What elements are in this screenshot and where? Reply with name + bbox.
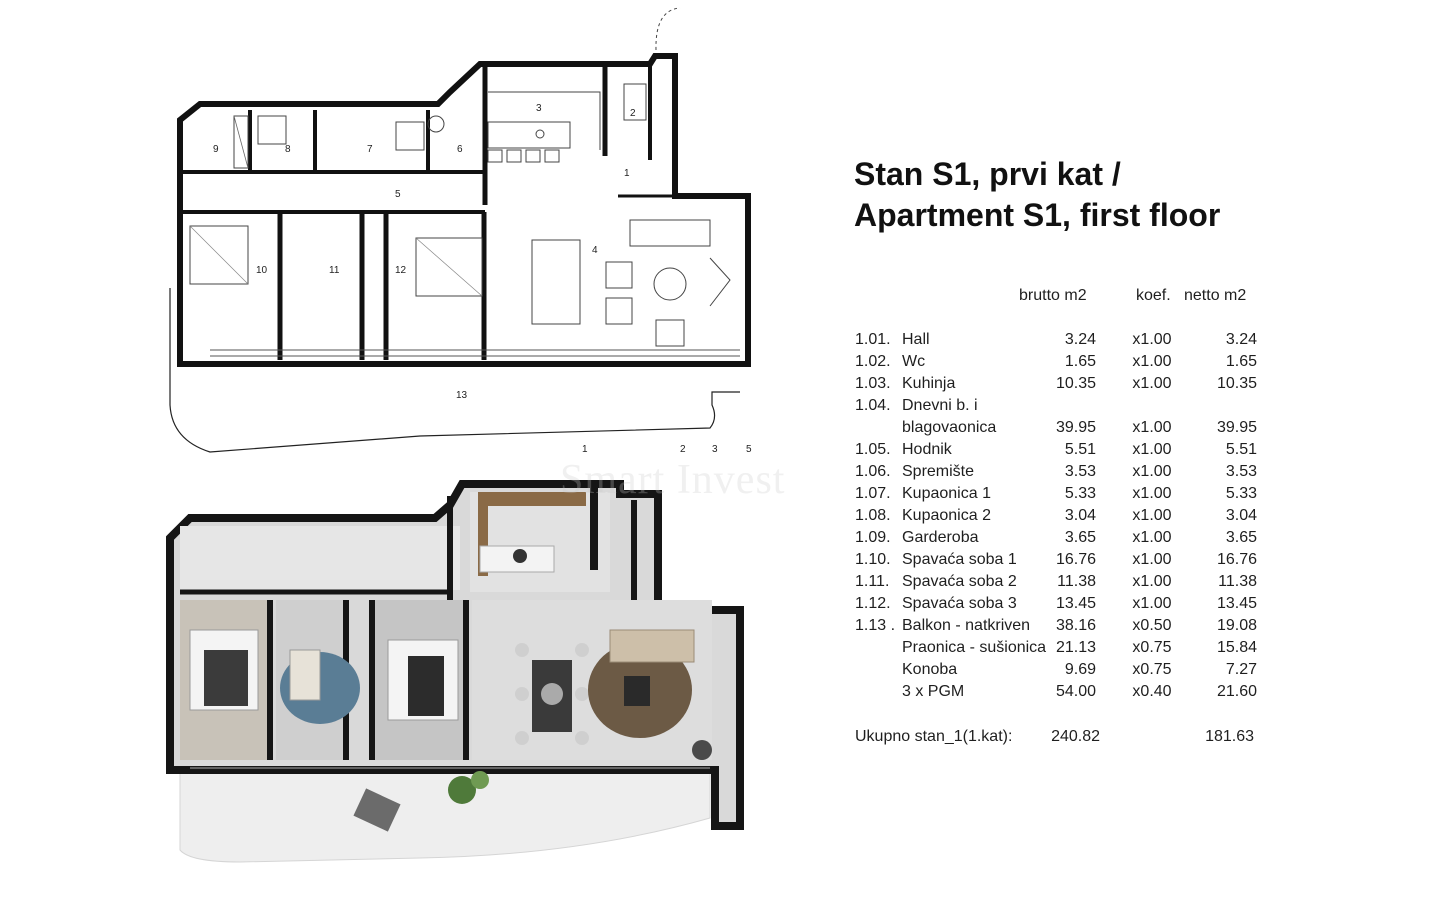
koef-value: x0.50 [1132, 617, 1172, 634]
netto-value: 16.76 [1216, 551, 1257, 568]
brutto-value: 3.65 [1064, 529, 1096, 546]
brutto-value: 11.38 [1057, 573, 1096, 590]
brutto-value: 3.04 [1064, 507, 1096, 524]
koef-value: x1.00 [1132, 485, 1172, 502]
room-name: Garderoba [902, 529, 979, 546]
room-name: Kupaonica 1 [902, 485, 991, 502]
brutto-value: 16.76 [1055, 551, 1096, 568]
koef-value: x0.75 [1132, 639, 1172, 656]
brutto-value: 54.00 [1055, 683, 1096, 700]
column-header-brutto: brutto m2 [1019, 287, 1087, 304]
plan-room-1: 1 [624, 168, 630, 179]
koef-value: x1.00 [1132, 353, 1172, 370]
row-number: 1.12. [855, 595, 891, 612]
room-name: Kupaonica 2 [902, 507, 991, 524]
netto-value: 11.38 [1218, 573, 1257, 590]
koef-value: x1.00 [1132, 529, 1172, 546]
plan-room-11: 11 [329, 265, 340, 276]
koef-value: x1.00 [1132, 441, 1172, 458]
row-number: 1.03. [855, 375, 891, 392]
plan-room-13: 13 [456, 390, 468, 401]
koef-value: x1.00 [1132, 375, 1172, 392]
brutto-value: 1.65 [1064, 353, 1096, 370]
room-name: blagovaonica [902, 419, 997, 436]
brutto-value: 13.45 [1055, 595, 1096, 612]
plan-room-9: 9 [213, 144, 219, 155]
row-number: 1.09. [855, 529, 891, 546]
total-netto: 181.63 [1205, 728, 1254, 745]
brutto-value: 10.35 [1055, 375, 1096, 392]
koef-value: x1.00 [1132, 573, 1172, 590]
plan-room-10: 10 [256, 265, 268, 276]
netto-value: 3.53 [1225, 463, 1257, 480]
floor-plan-drawings [150, 0, 770, 907]
column-header-koef: koef. [1136, 287, 1171, 304]
koef-value: x1.00 [1132, 551, 1172, 568]
row-number: 1.04. [855, 397, 891, 414]
netto-value: 39.95 [1216, 419, 1257, 436]
brutto-value: 38.16 [1055, 617, 1096, 634]
brutto-value: 5.51 [1064, 441, 1096, 458]
room-name: Spavaća soba 2 [902, 573, 1017, 590]
brutto-value: 39.95 [1055, 419, 1096, 436]
koef-value: x1.00 [1132, 419, 1172, 436]
koef-value: x1.00 [1132, 463, 1172, 480]
column-header-netto: netto m2 [1184, 287, 1247, 304]
row-number: 1.01. [855, 331, 891, 348]
room-name: Dnevni b. i [902, 397, 978, 414]
netto-value: 1.65 [1225, 353, 1257, 370]
page-title [854, 154, 1220, 236]
row-number: 1.08. [855, 507, 891, 524]
plan-axis-3: 3 [712, 444, 718, 455]
room-name: Spremište [902, 463, 975, 480]
netto-value: 5.33 [1225, 485, 1257, 502]
plan-room-2: 2 [630, 108, 636, 119]
netto-value: 3.04 [1225, 507, 1257, 524]
plan-room-7: 7 [367, 144, 373, 155]
netto-value: 10.35 [1216, 375, 1257, 392]
line-floor-plan [170, 8, 752, 455]
title-line-1: Stan S1, prvi kat / [854, 156, 1121, 192]
room-name: 3 x PGM [902, 683, 965, 700]
netto-value: 3.65 [1225, 529, 1257, 546]
koef-value: x1.00 [1132, 595, 1172, 612]
brutto-value: 3.24 [1064, 331, 1096, 348]
room-name: Spavaća soba 1 [902, 551, 1017, 568]
netto-value: 13.45 [1216, 595, 1257, 612]
koef-value: x0.75 [1132, 661, 1172, 678]
total-label: Ukupno stan_1(1.kat): [855, 728, 1013, 745]
room-name: Hodnik [902, 441, 952, 458]
room-name: Konoba [902, 661, 958, 678]
plan-room-12: 12 [395, 265, 407, 276]
netto-value: 19.08 [1216, 617, 1257, 634]
netto-value: 21.60 [1216, 683, 1257, 700]
row-number: 1.02. [855, 353, 891, 370]
row-number: 1.10. [855, 551, 891, 568]
netto-value: 15.84 [1216, 639, 1257, 656]
brutto-value: 21.13 [1055, 639, 1096, 656]
title-line-2: Apartment S1, first floor [854, 197, 1221, 233]
plan-axis-5: 5 [746, 444, 752, 455]
row-number: 1.07. [855, 485, 891, 502]
brutto-value: 5.33 [1064, 485, 1096, 502]
koef-value: x0.40 [1132, 683, 1172, 700]
rendered-floor-plan [170, 484, 740, 862]
room-name: Balkon - natkriven [902, 617, 1031, 634]
total-brutto: 240.82 [1051, 728, 1100, 745]
plan-room-5: 5 [395, 189, 401, 200]
row-number: 1.06. [855, 463, 891, 480]
row-number: 1.11. [855, 573, 890, 590]
brutto-value: 3.53 [1064, 463, 1096, 480]
plan-axis-2: 2 [680, 444, 686, 455]
room-name: Spavaća soba 3 [902, 595, 1017, 612]
row-number: 1.05. [855, 441, 891, 458]
plan-room-3: 3 [536, 103, 542, 114]
room-name: Wc [902, 353, 926, 370]
netto-value: 5.51 [1225, 441, 1257, 458]
plan-axis-1: 1 [582, 444, 588, 455]
koef-value: x1.00 [1132, 331, 1172, 348]
plan-room-8: 8 [285, 144, 291, 155]
plan-room-6: 6 [457, 144, 463, 155]
room-name: Praonica - sušionica [902, 639, 1047, 656]
row-number: 1.13 . [855, 617, 896, 634]
brutto-value: 9.69 [1064, 661, 1096, 678]
netto-value: 3.24 [1225, 331, 1257, 348]
netto-value: 7.27 [1225, 661, 1257, 678]
plan-room-4: 4 [592, 245, 598, 256]
koef-value: x1.00 [1132, 507, 1172, 524]
room-name: Hall [902, 331, 930, 348]
room-name: Kuhinja [902, 375, 956, 392]
watermark: Smart Invest [560, 457, 786, 503]
